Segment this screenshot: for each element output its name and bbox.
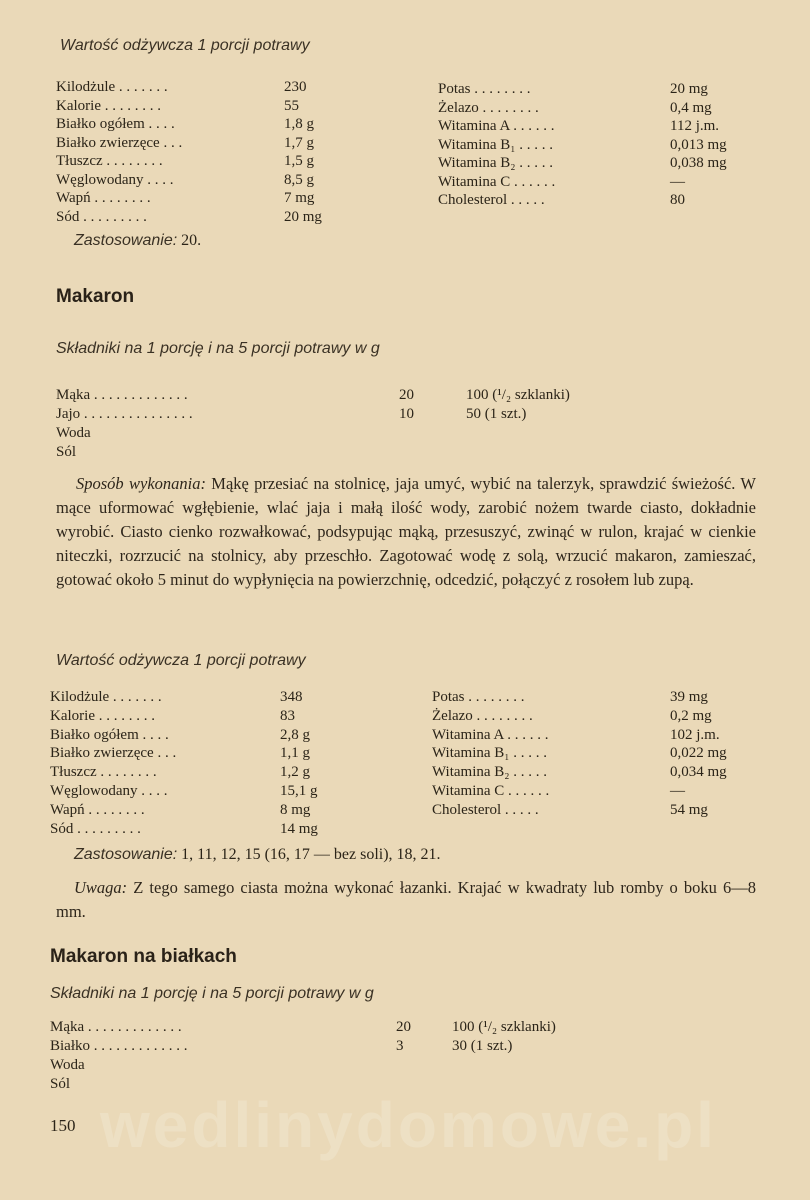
ingredient-name: Woda [50, 1057, 85, 1073]
nutrition-value: 14 mg [280, 820, 318, 837]
nutrition-heading-2: Wartość odżywcza 1 porcji potrawy [56, 652, 306, 669]
nutrition-value: 1,7 g [284, 134, 314, 151]
nutrition-row [56, 208, 322, 227]
nutrition-row [438, 136, 727, 155]
nutrition-row [56, 115, 314, 134]
nutrition-row [432, 688, 708, 707]
nutrition-row [56, 152, 314, 171]
ingredient-amount-one: 10 [399, 406, 414, 422]
nutrition-label: Cholesterol . . . . . [432, 801, 539, 818]
ingredient-amount-five: 100 (¹/₂ szklanki) [466, 387, 570, 403]
ingredients-heading-2: Składniki na 1 porcję i na 5 porcji potrawy w g [56, 340, 380, 357]
nutrition-label: Żelazo . . . . . . . . [438, 99, 539, 116]
nutrition-value: 0,013 mg [670, 136, 727, 153]
nutrition-value: 0,4 mg [670, 99, 712, 116]
nutrition-row [432, 726, 720, 745]
nutrition-label: Tłuszcz . . . . . . . . [56, 153, 163, 169]
ingredients-heading-3: Składniki na 1 porcję i na 5 porcji potrawy w g [50, 985, 374, 1002]
nutrition-value: 20 mg [670, 81, 708, 97]
nutrition-value: 20 mg [284, 208, 322, 225]
nutrition-row [50, 801, 311, 820]
ingredient-row [50, 1056, 85, 1075]
ingredient-name: Sól [56, 444, 77, 460]
method-label: Sposób wykonania: [76, 474, 206, 493]
nutrition-value: 2,8 g [280, 726, 310, 743]
nutrition-value: 1,5 g [284, 153, 314, 169]
nutrition-row [438, 154, 727, 173]
nutrition-label: Wapń . . . . . . . . [56, 190, 151, 206]
ingredient-amount-five: 100 (¹/₂ szklanki) [452, 1019, 556, 1035]
nutrition-value: 8,5 g [284, 171, 314, 188]
nutrition-label: Białko zwierzęce . . . [56, 134, 183, 151]
nutrition-row [432, 782, 685, 801]
ingredient-amount-five: 50 (1 szt.) [466, 406, 527, 422]
nutrition-row [56, 171, 314, 190]
ingredient-row [56, 386, 570, 405]
ingredient-row [50, 1037, 513, 1056]
nutrition-label: Kilodżule . . . . . . . [56, 79, 168, 95]
nutrition-row [432, 801, 708, 820]
nutrition-value: 102 j.m. [670, 726, 720, 743]
nutrition-value: — [670, 173, 685, 190]
uwaga-paragraph [56, 876, 756, 924]
nutrition-label: Białko zwierzęce . . . [50, 745, 177, 762]
nutrition-value: 80 [670, 192, 685, 208]
nutrition-row [438, 80, 708, 99]
zastosowanie-2 [74, 846, 441, 864]
nutrition-label: Węglowodany . . . . [50, 783, 168, 799]
zastosowanie-1 [74, 232, 201, 250]
nutrition-row [432, 763, 727, 782]
ingredient-row [56, 443, 76, 462]
ingredient-amount-one: 3 [396, 1038, 404, 1054]
nutrition-label: Wapń . . . . . . . . [50, 801, 145, 818]
ingredient-row [56, 424, 91, 443]
nutrition-value: 1,2 g [280, 764, 310, 781]
ingredient-name: Mąka . . . . . . . . . . . . . [56, 387, 188, 403]
nutrition-row [50, 782, 318, 801]
nutrition-label: Węglowodany . . . . [56, 171, 174, 188]
ingredient-row [50, 1018, 556, 1037]
nutrition-label: Potas . . . . . . . . [432, 689, 525, 705]
nutrition-row [56, 97, 299, 116]
nutrition-row [432, 744, 727, 763]
nutrition-value: 1,8 g [284, 116, 314, 132]
nutrition-label: Witamina C . . . . . . [432, 783, 550, 799]
nutrition-label: Białko ogółem . . . . [56, 116, 175, 132]
nutrition-value: 0,2 mg [670, 707, 712, 724]
nutrition-label: Sód . . . . . . . . . [50, 820, 141, 837]
ingredient-row [50, 1075, 70, 1094]
nutrition-row [438, 99, 712, 118]
nutrition-label: Witamina B₁ . . . . . [438, 136, 554, 153]
nutrition-value: 15,1 g [280, 783, 318, 799]
nutrition-label: Sód . . . . . . . . . [56, 208, 147, 225]
ingredient-row [56, 405, 527, 424]
nutrition-value: 112 j.m. [670, 118, 720, 134]
zastosowanie-label: Zastosowanie: [74, 232, 178, 249]
recipe-title-makaron: Makaron [56, 286, 135, 307]
nutrition-label: Witamina B₂ . . . . . [432, 764, 548, 781]
nutrition-row [50, 763, 310, 782]
nutrition-value: — [670, 783, 685, 799]
nutrition-label: Witamina B₁ . . . . . [432, 745, 548, 762]
nutrition-value: 1,1 g [280, 745, 310, 762]
nutrition-row [438, 173, 685, 192]
nutrition-value: 0,022 mg [670, 745, 727, 762]
nutrition-label: Kalorie . . . . . . . . [50, 707, 155, 724]
ingredient-name: Woda [56, 425, 91, 441]
method-paragraph [56, 472, 756, 592]
zastosowanie-value: 20. [177, 232, 202, 249]
nutrition-row [56, 78, 307, 97]
nutrition-label: Kilodżule . . . . . . . [50, 689, 162, 705]
nutrition-value: 230 [284, 79, 307, 95]
nutrition-label: Tłuszcz . . . . . . . . [50, 764, 157, 781]
recipe-title-makaron-na-bialkach: Makaron na białkach [50, 946, 237, 967]
method-text: Mąkę przesiać na stolnicę, jaja umyć, wybić na talerzyk, sprawdzić świeżość. W mące uformować wgłębienie, wlać jaja i małą ilość wody, zarobić nożem twarde ciasto, dokładnie wyrobić. Ciasto cienko rozwałkować, podsypując mąką, przesuszyć, zwinąć w rulon, krajać w cienkie niteczki, rozrzucić na stolnicy, aby przeschło. Zagotować wodę z solą, wrzucić makaron, zamieszać, gotować około 5 minut do wypłynięcia na powierzchnię, odcedzić, połączyć z rosołem lub zupą. [56, 474, 756, 589]
nutrition-row [56, 189, 315, 208]
ingredient-amount-five: 30 (1 szt.) [452, 1038, 513, 1054]
nutrition-value: 55 [284, 97, 299, 114]
ingredient-name: Jajo . . . . . . . . . . . . . . . [56, 406, 193, 422]
nutrition-row [50, 820, 318, 839]
nutrition-row [50, 744, 310, 763]
uwaga-text: Z tego samego ciasta można wykonać łazanki. Krajać w kwadraty lub romby o boku 6—8 mm. [56, 878, 756, 921]
nutrition-value: 0,034 mg [670, 764, 727, 781]
nutrition-label: Białko ogółem . . . . [50, 726, 169, 743]
nutrition-row [50, 688, 303, 707]
watermark: wedlinydomowe.pl [100, 1089, 717, 1161]
ingredient-amount-one: 20 [396, 1019, 411, 1035]
ingredient-name: Sól [50, 1076, 71, 1092]
nutrition-row [432, 707, 712, 726]
nutrition-value: 54 mg [670, 801, 708, 818]
nutrition-label: Witamina B₂ . . . . . [438, 155, 554, 171]
nutrition-value: 0,038 mg [670, 155, 727, 171]
nutrition-label: Witamina A . . . . . . [432, 726, 549, 743]
zastosowanie-value: 1, 11, 12, 15 (16, 17 — bez soli), 18, 21. [177, 846, 441, 863]
uwaga-label: Uwaga: [74, 878, 128, 897]
nutrition-value: 8 mg [280, 801, 311, 818]
nutrition-row [50, 726, 310, 745]
ingredient-name: Białko . . . . . . . . . . . . . [50, 1038, 188, 1054]
nutrition-row [438, 191, 685, 210]
nutrition-value: 39 mg [670, 689, 708, 705]
nutrition-value: 348 [280, 689, 303, 705]
zastosowanie-label: Zastosowanie: [74, 846, 178, 863]
nutrition-row [438, 117, 720, 136]
nutrition-heading-1: Wartość odżywcza 1 porcji potrawy [60, 37, 310, 54]
page-number: 150 [50, 1116, 76, 1135]
nutrition-label: Potas . . . . . . . . [438, 81, 531, 97]
nutrition-label: Kalorie . . . . . . . . [56, 97, 161, 114]
nutrition-label: Witamina C . . . . . . [438, 173, 556, 190]
nutrition-label: Witamina A . . . . . . [438, 118, 555, 134]
nutrition-value: 83 [280, 707, 295, 724]
nutrition-row [50, 707, 295, 726]
ingredient-amount-one: 20 [399, 387, 414, 403]
ingredient-name: Mąka . . . . . . . . . . . . . [50, 1019, 182, 1035]
nutrition-row [56, 134, 314, 153]
nutrition-label: Cholesterol . . . . . [438, 192, 545, 208]
nutrition-label: Żelazo . . . . . . . . [432, 707, 533, 724]
nutrition-value: 7 mg [284, 190, 315, 206]
